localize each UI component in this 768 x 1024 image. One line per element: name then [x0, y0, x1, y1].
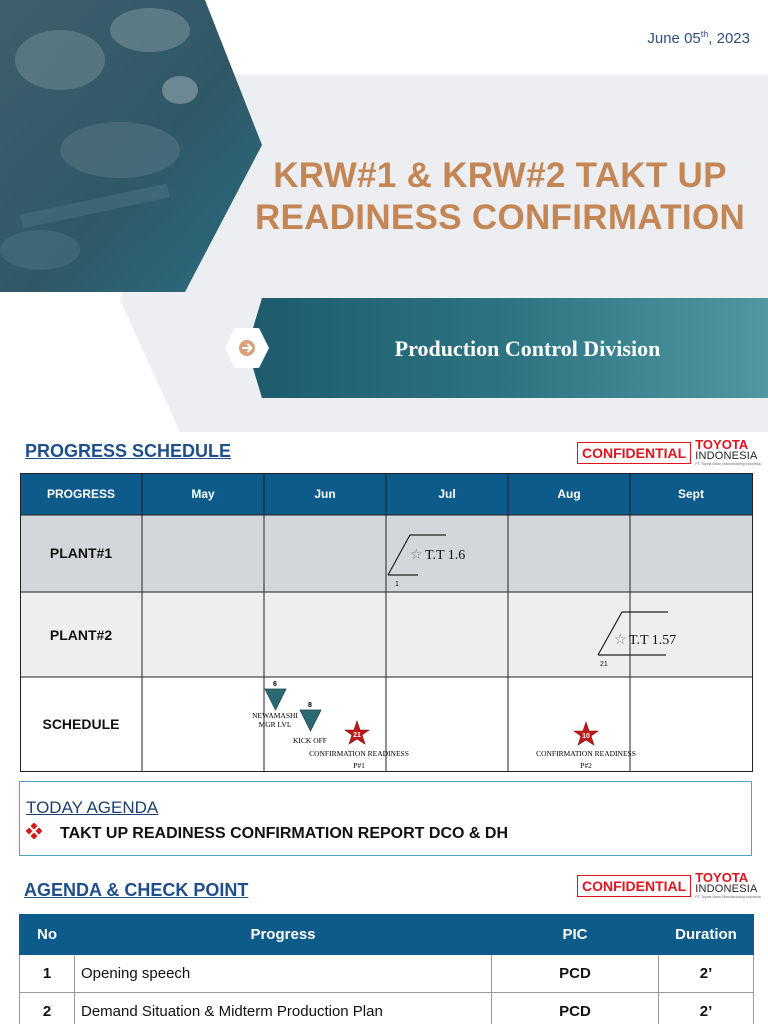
col-jul: Jul — [438, 487, 456, 501]
header-no: No — [20, 915, 75, 955]
row-duration: 2’ — [659, 993, 754, 1024]
event1-day: 6 — [273, 681, 277, 688]
event3-day: 21 — [353, 732, 361, 739]
col-progress: PROGRESS — [46, 487, 116, 501]
division-label: Production Control Division — [394, 336, 661, 361]
progress-schedule-grid — [20, 473, 753, 773]
event3-label-1: CONFIRMATION READINESS — [309, 749, 409, 758]
row-duration: 2’ — [659, 955, 754, 993]
confidential-mark-1 — [577, 438, 761, 467]
today-agenda-title: TODAY AGENDA — [26, 798, 159, 817]
toyota-logo: TOYOTA INDONESIA PT. Toyota Motor Manufacturing Indonesia — [695, 437, 761, 466]
plant1-start-day: 1 — [395, 581, 399, 588]
plant1-takt-label: T.T 1.6 — [425, 548, 466, 563]
row-progress: Demand Situation & Midterm Production Plan — [75, 993, 492, 1024]
star-icon: ☆ — [410, 547, 423, 563]
title-line-2: READINESS CONFIRMATION — [254, 198, 746, 237]
agenda-header-row — [20, 915, 754, 955]
toyota-logo: TOYOTA INDONESIA PT. Toyota Motor Manufacturing Indonesia — [695, 870, 761, 899]
row-pic: PCD — [492, 955, 659, 993]
progress-schedule-title: PROGRESS SCHEDULE — [25, 441, 232, 461]
row-pic: PCD — [492, 993, 659, 1024]
row-schedule: SCHEDULE — [42, 716, 120, 732]
event1-label-1: NEWAMASHI — [252, 711, 298, 720]
today-agenda-item: TAKT UP READINESS CONFIRMATION REPORT DCO & DH — [60, 825, 509, 842]
event4-label-2: P#2 — [580, 761, 592, 770]
header-duration: Duration — [659, 915, 754, 955]
plant2-start-day: 21 — [600, 661, 608, 668]
event4-day: 10 — [582, 733, 590, 740]
event4-label-1: CONFIRMATION READINESS — [536, 749, 636, 758]
agenda-table — [19, 914, 754, 1024]
header-progress: Progress — [75, 915, 492, 955]
confidential-label: CONFIDENTIAL — [577, 875, 691, 897]
row-plant2: PLANT#2 — [49, 627, 113, 643]
col-aug: Aug — [557, 487, 581, 501]
agenda-title: AGENDA & CHECK POINT — [24, 880, 249, 900]
header-pic: PIC — [492, 915, 659, 955]
event3-label-2: P#1 — [353, 761, 365, 770]
arrow-circle-icon — [224, 327, 270, 369]
event2-label: KICK OFF — [293, 736, 327, 745]
row-progress: Opening speech — [75, 955, 492, 993]
col-may: May — [191, 487, 215, 501]
row-no: 1 — [20, 955, 75, 993]
row-no: 2 — [20, 993, 75, 1024]
report-date: June 05th, 2023 — [647, 29, 750, 47]
confidential-label: CONFIDENTIAL — [577, 442, 691, 464]
page-title — [240, 155, 760, 239]
confidential-mark-2 — [577, 871, 761, 900]
event1-label-2: MGR LVL — [258, 720, 292, 729]
title-line-1: KRW#1 & KRW#2 TAKT UP — [273, 156, 727, 195]
col-sept: Sept — [677, 487, 705, 501]
diamond-bullet-icon — [26, 823, 42, 839]
star-icon: ☆ — [614, 632, 627, 648]
table-row — [20, 955, 754, 993]
today-agenda-box — [19, 781, 752, 856]
row-plant1: PLANT#1 — [49, 545, 113, 561]
table-row — [20, 993, 754, 1024]
col-jun: Jun — [314, 487, 336, 501]
plant2-takt-label: T.T 1.57 — [629, 633, 677, 648]
event2-day: 8 — [308, 702, 312, 709]
